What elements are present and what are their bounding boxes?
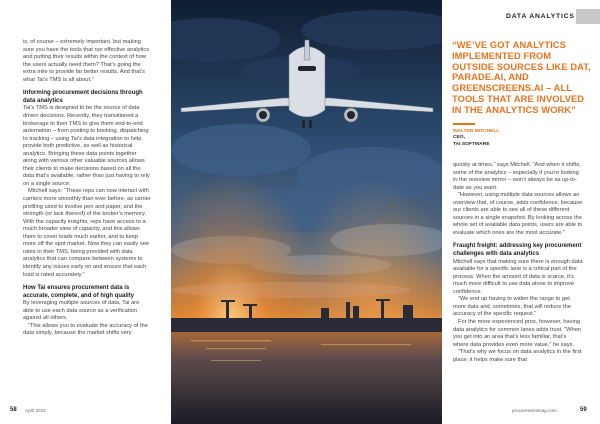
page-number-left: 58 xyxy=(10,407,17,413)
body-paragraph: For the more experienced pros, however, having data analytics for common lanes adds trust. “When you get into an area that’s less familiar, that’s where data provides even more value,” he says. xyxy=(453,319,582,348)
subheading: Fraught freight: addressing key procurement challenges with data analytics xyxy=(453,243,582,258)
body-paragraph: By leveraging multiple sources of data, Tai are able to use each data source as a verification against all others. xyxy=(23,300,140,322)
attribution-company: TAI SOFTWARE xyxy=(453,141,490,147)
body-paragraph: Mitchell says: “These reps can now interact with carriers more smoothly than ever before, as carrier profiling used to involve pen and paper, and the strength (or lack thereof) of the broker’s memory. With the capacity insights, reps have access to a much broader view of capacity, and this allows them to cover loads much earlier, and to keep more off the spot market. Now they can easily see rates in their TMS, being provided with data analytics that can compare between systems to identify any issues early on and ensure that each load is rated accurately.” xyxy=(23,188,151,278)
body-paragraph: Tai’s TMS is designed to be the source of data driven decisions. Recently, they transitioned a brokerage to their TMS to give them end-to-end automation – from posting to booking, dispatching to tracking – using Tai’s data integration to help provide both predictive, as well as historical analytics. Bringing these data points together along with various other valuable sources allows their clients to make decisions based on all the data that’s available, rather than just having to rely on a single source. xyxy=(23,105,150,187)
quote-attribution xyxy=(453,129,499,148)
body-paragraph: “That’s why we focus on data analytics in the first place; it helps make sure that xyxy=(453,349,582,363)
attribution-name: WALTER MITCHELL xyxy=(453,129,500,134)
subheading: Informing procurement decisions through data analytics xyxy=(23,90,143,104)
site-url: procurementmag.com xyxy=(512,408,557,413)
section-header: DATA ANALYTICS xyxy=(506,13,575,20)
page-number-right: 59 xyxy=(580,407,587,413)
body-paragraph: quickly at times,” says Mitchell. “And when it shifts, some of the analytics – especially if you’re looking in the rearview mirror – won’t always be as up-to-date as you want. xyxy=(453,162,581,191)
right-article-column xyxy=(453,162,583,364)
section-bar xyxy=(576,9,600,24)
body-paragraph: “We end up having to widen the range to get more data and, sometimes, that will reduce the accuracy of the specific request.” xyxy=(453,296,571,318)
pull-quote: “WE’VE GOT ANALYTICS IMPLEMENTED FROM OUTSIDE SOURCES LIKE DAT, PARADE.AI, AND GREENSCREENS.AI – ALL TOOLS THAT ARE INVOLVED IN THE ANALYTICS WORK” xyxy=(452,40,591,115)
left-article-column xyxy=(23,39,151,338)
airplane-photo xyxy=(171,0,442,424)
quote-rule xyxy=(453,123,475,125)
body-paragraph: “However, using multiple data sources allows an overview that, of course, adds confidence, because our clients are able to see all of these different sources in a single snapshot. By looking across the whole set of available data points, users are able to evaluate which ones are the most accurate.” xyxy=(453,192,583,236)
issue-date: April 2023 xyxy=(25,408,46,413)
subheading: How Tai ensures procurement data is accurate, complete, and of high quality xyxy=(23,285,135,299)
attribution-title: CEO, xyxy=(453,135,465,141)
body-paragraph: Mitchell says that making sure there is enough data available for a specific lane is a critical part of the process. When the amount of data is scarce, it’s much more difficult to use data alone to improve confidence. xyxy=(453,258,583,295)
body-paragraph: “This allows you to evaluate the accuracy of the data simply, because the market shifts very xyxy=(23,322,148,337)
body-paragraph: is, of course – extremely important, but making sure you have the tools that run effective analytics and putting their results within the context of how the users actually need them? That’s going the extra mile to provide far better results. And that’s what Tai’s TMS is all about.” xyxy=(23,39,150,83)
